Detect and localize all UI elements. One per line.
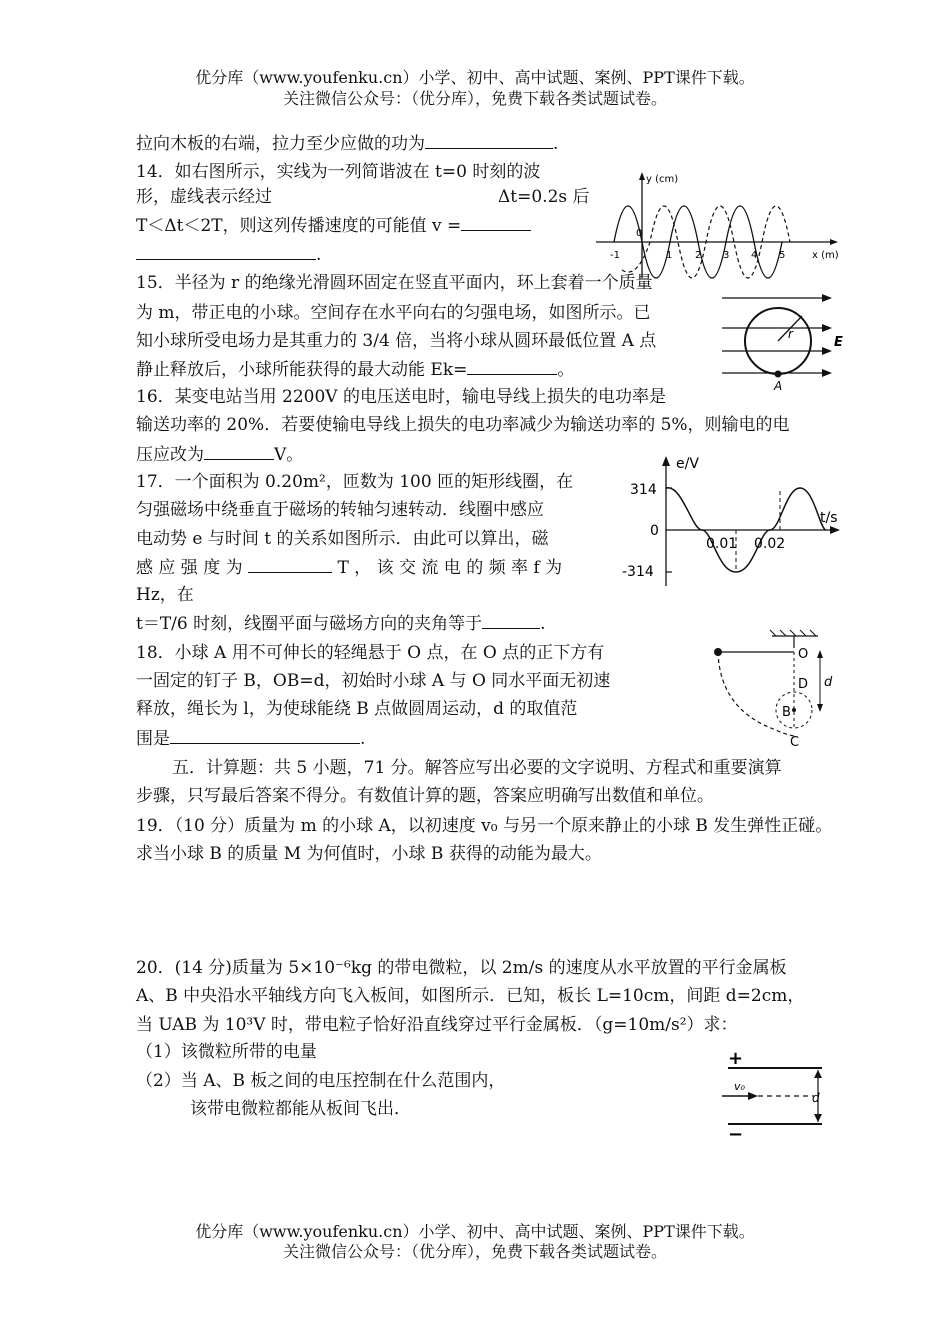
answer-blank[interactable] xyxy=(170,727,360,744)
q19-line-1: 19．（10 分）质量为 m 的小球 A，以初速度 v₀ 与另一个原来静止的小球 B 发生弹性正碰。 xyxy=(136,816,833,836)
q18-line-2: 一固定的钉子 B，OB=d，初始时小球 A 与 O 同水平面无初速 xyxy=(136,671,611,691)
header-line-1: 优分库（www.youfenku.cn）小学、初中、高中试题、案例、PPT课件下载。 xyxy=(195,68,755,87)
ceiling-hatch xyxy=(770,630,816,636)
q15-line-2: 为 m，带正电的小球。空间存在水平向右的匀强电场，如图所示。已 xyxy=(136,303,651,323)
answer-blank[interactable] xyxy=(425,132,553,149)
q14-line-4: . xyxy=(136,243,321,266)
arrow-down-icon xyxy=(817,704,823,712)
radius-label: r xyxy=(788,327,793,341)
header-line-2: 关注微信公众号：（优分库），免费下载各类试题试卷。 xyxy=(282,89,667,108)
tick-label: 3 xyxy=(723,250,730,261)
q18-line-1: 18．小球 A 用不可伸长的轻绳悬于 O 点，在 O 点的正下方有 xyxy=(136,643,605,663)
q16-line-3: 压应改为 V。 xyxy=(136,445,304,465)
y-axis-label: y (cm) xyxy=(646,174,679,185)
answer-blank[interactable] xyxy=(204,443,274,460)
q18-line-4: 围是 . xyxy=(136,729,366,749)
point-label: A xyxy=(774,379,783,393)
q17-line-4: 感 应 强 度 为 T ， 该 交 流 电 的 频 率 f 为 xyxy=(136,558,563,578)
answer-blank[interactable] xyxy=(461,214,531,231)
tick-label: -1 xyxy=(610,250,620,261)
ring-field-figure xyxy=(722,288,862,398)
plus-sign: + xyxy=(728,1048,744,1069)
q20-line-5: （2）当 A、B 板之间的电压控制在什么范围内， xyxy=(136,1071,506,1091)
q20-line-1: 20．(14 分)质量为 5×10⁻⁶kg 的带电微粒，以 2m/s 的速度从水平放置的平行金属板 xyxy=(136,958,787,978)
q20-line-6: 该带电微粒都能从板间飞出． xyxy=(190,1099,411,1119)
arrow-up-icon xyxy=(817,650,823,658)
q15-line-1: 15．半径为 r 的绝缘光滑圆环固定在竖直平面内，环上套着一个质量 xyxy=(136,273,653,293)
q17-line-6: t＝T/6 时刻，线圈平面与磁场方向的夹角等于 . xyxy=(136,614,546,634)
answer-blank[interactable] xyxy=(248,556,332,573)
q20-line-2: A、B 中央沿水平轴线方向飞入板间，如图所示．已知，板长 L=10cm，间距 d=2cm， xyxy=(136,986,805,1006)
q14-line-2b: Δt=0.2s 后 xyxy=(498,187,590,207)
q14-line-1: 14．如右图所示，实线为一列简谐波在 t=0 时刻的波 xyxy=(136,162,541,182)
field-arrow-icon xyxy=(822,324,832,332)
q20-line-4: （1）该微粒所带的电量 xyxy=(136,1042,317,1062)
t-axis-arrow-icon xyxy=(830,526,840,534)
velocity-arrow-icon xyxy=(748,1092,758,1100)
pendulum-figure xyxy=(706,630,836,748)
ball xyxy=(775,371,782,378)
q20-line-3: 当 UAB 为 10³V 时，带电粒子恰好沿直线穿过平行金属板．（g=10m/s²）求： xyxy=(136,1015,738,1035)
y-axis-arrow-icon xyxy=(662,456,670,466)
nail-b xyxy=(792,708,796,712)
q16-line-2: 输送功率的 20%．若要使输电导线上损失的电功率减少为输送功率的 5%，则输电的电 xyxy=(136,415,790,435)
t-tick-label: 0.02 xyxy=(754,536,786,552)
answer-blank[interactable] xyxy=(136,243,316,260)
label-b: B xyxy=(782,705,791,720)
tick-label: 2 xyxy=(695,250,702,261)
q17-line-1: 17．一个面积为 0.20m²，匝数为 100 匝的矩形线圈，在 xyxy=(136,472,574,492)
tick-label-max: 314 xyxy=(630,482,657,498)
tick-label-zero: 0 xyxy=(650,523,659,539)
emf-graph xyxy=(620,454,860,590)
section5-line-2: 步骤，只写最后答案不得分。有数值计算的题，答案应明确写出数值和单位。 xyxy=(136,786,714,806)
answer-blank[interactable] xyxy=(482,612,540,629)
section5-line-1: 五．计算题：共 5 小题，71 分。解答应写出必要的文字说明、方程式和重要演算 xyxy=(172,758,782,778)
q18-line-3: 释放，绳长为 l，为使球能绕 B 点做圆周运动，d 的取值范 xyxy=(136,699,578,719)
tick-label: 1 xyxy=(666,250,673,261)
q14-line-2a: 形，虚线表示经过 xyxy=(136,187,272,207)
q17-line-3: 电动势 e 与时间 t 的关系如图所示．由此可以算出，磁 xyxy=(136,529,549,549)
q14-line-3: T＜Δt＜2T，则这列传播速度的可能值 v = xyxy=(136,214,531,237)
q16-line-1: 16．某变电站当用 2200V 的电压送电时，输电导线上损失的电功率是 xyxy=(136,387,666,407)
label-distance: d xyxy=(824,675,833,690)
footer-line-2: 关注微信公众号：（优分库），免费下载各类试题试卷。 xyxy=(282,1242,667,1261)
label-o: O xyxy=(798,647,809,662)
q15-line-3: 知小球所受电场力是其重力的 3/4 倍，当将小球从圆环最低位置 A 点 xyxy=(136,331,657,351)
q13-tail: 拉向木板的右端，拉力至少应做的功为 . xyxy=(136,134,559,154)
t-axis-label: t/s xyxy=(820,510,838,526)
y-axis-label: e/V xyxy=(676,456,699,472)
arrow-up-icon xyxy=(814,1070,822,1078)
t-tick-label: 0.01 xyxy=(706,536,738,552)
plates-figure xyxy=(722,1048,842,1145)
swing-arc xyxy=(718,652,794,736)
field-arrow-icon xyxy=(822,294,832,302)
field-arrow-icon xyxy=(822,369,832,377)
q19-line-2: 求当小球 B 的质量 M 为何值时，小球 B 获得的动能为最大。 xyxy=(136,844,602,864)
label-d-point: D xyxy=(798,677,809,692)
answer-blank[interactable] xyxy=(467,358,557,375)
q17-line-2: 匀强磁场中绕垂直于磁场的转轴匀速转动．线圈中感应 xyxy=(136,500,544,520)
q15-line-4: 静止释放后，小球所能获得的最大动能 Ek= 。 xyxy=(136,360,575,380)
y-axis-arrow-icon xyxy=(639,172,645,180)
tick-label: 4 xyxy=(751,250,758,261)
label-c: C xyxy=(790,735,800,750)
tick-label: 5 xyxy=(779,250,786,261)
gap-label: d xyxy=(812,1091,820,1105)
wave-figure xyxy=(592,170,842,282)
x-axis-arrow-icon xyxy=(830,239,838,245)
tick-label-min: -314 xyxy=(622,564,654,580)
q17-line-5: Hz，在 xyxy=(136,585,194,605)
x-axis-label: x (m) xyxy=(812,250,839,261)
tick-label: 0 xyxy=(636,228,643,239)
velocity-label: v₀ xyxy=(734,1080,745,1093)
field-arrow-icon xyxy=(822,347,832,355)
arrow-down-icon xyxy=(814,1114,822,1122)
minus-sign: − xyxy=(728,1124,744,1145)
field-label: E xyxy=(834,335,843,350)
footer-line-1: 优分库（www.youfenku.cn）小学、初中、高中试题、案例、PPT课件下载。 xyxy=(195,1222,755,1241)
